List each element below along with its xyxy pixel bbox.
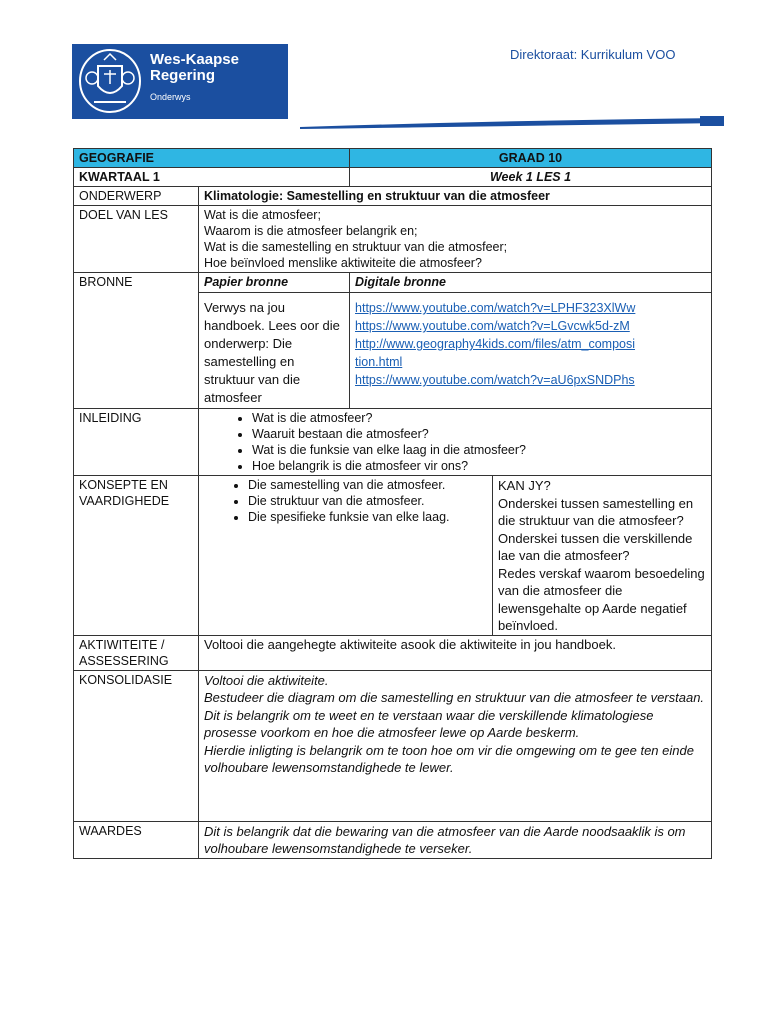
- resource-link-1[interactable]: https://www.youtube.com/watch?v=LPHF323XlWw: [355, 301, 636, 315]
- consolidation-line: Dit is belangrik om te weet en te verstaan waar die verskillende klimatologiese prosesse voorkom en hoe die atmosfeer lewe op Aarde beskerm.: [204, 707, 654, 740]
- header-swoosh-divider: [0, 110, 768, 140]
- topic-value: Klimatologie: Samestelling en struktuur van die atmosfeer: [199, 187, 712, 206]
- consolidation-line: Hierdie inligting is belangrik om te toon hoe om vir die omgewing om te gee ten einde volhoubare lewensomstandighede te lewer.: [204, 742, 694, 775]
- can-you-item: Redes verskaf waarom besoedeling van die atmosfeer die lewensgehalte op Aarde negatief beïnvloed.: [498, 565, 705, 633]
- logo-title-1: Wes-Kaapse: [150, 51, 239, 68]
- activities-value: Voltooi die aangehegte aktiwiteite asook die aktiwiteite in jou handboek.: [199, 635, 712, 670]
- concepts-list: [204, 477, 487, 525]
- subject-cell: GEOGRAFIE: [74, 149, 350, 168]
- consolidation-label: KONSOLIDASIE: [74, 670, 199, 821]
- intro-list: [204, 410, 706, 474]
- grade-cell: GRAAD 10: [350, 149, 712, 168]
- aim-line: Wat is die atmosfeer;: [204, 208, 321, 222]
- can-you-value: [493, 476, 712, 636]
- consolidation-value: [199, 670, 712, 821]
- digital-resources-links: [350, 293, 712, 409]
- term-cell: KWARTAAL 1: [74, 168, 350, 187]
- can-you-heading: KAN JY?: [498, 478, 551, 493]
- aim-line: Waarom is die atmosfeer belangrik en;: [204, 224, 418, 238]
- consolidation-line: Voltooi die aktiwiteite.: [204, 672, 329, 688]
- coat-of-arms-icon: [78, 48, 142, 114]
- directorate-label: Direktoraat: Kurrikulum VOO: [510, 47, 676, 62]
- list-item: • Waaruit bestaan die atmosfeer?: [252, 426, 706, 442]
- concepts-label-line-1: KONSEPTE EN: [79, 478, 168, 492]
- list-item: • Die struktuur van die atmosfeer.: [248, 493, 487, 509]
- activities-label: [74, 635, 199, 670]
- list-item: • Wat is die atmosfeer?: [252, 410, 706, 426]
- values-label: WAARDES: [74, 821, 199, 858]
- week-cell: Week 1 LES 1: [350, 168, 712, 187]
- aim-line: Wat is die samestelling en struktuur van die atmosfeer;: [204, 240, 508, 254]
- aim-line: Hoe beïnvloed menslike aktiwiteite die atmosfeer?: [204, 256, 482, 270]
- values-value: Dit is belangrik dat die bewaring van die atmosfeer van die Aarde noodsaaklik is om volhoubare lewensomstandighede te verseker.: [199, 821, 712, 858]
- list-item: • Wat is die funksie van elke laag in die atmosfeer?: [252, 442, 706, 458]
- concepts-label: [74, 476, 199, 636]
- intro-value: [199, 409, 712, 476]
- logo-title-2: Regering: [150, 67, 216, 84]
- resource-link-2[interactable]: https://www.youtube.com/watch?v=LGvcwk5d-zM: [355, 319, 630, 333]
- consolidation-line: Bestudeer die diagram om die samestelling en struktuur van die atmosfeer te verstaan.: [204, 690, 705, 705]
- lesson-plan-table: [73, 148, 712, 859]
- paper-resources-text: Verwys na jou handboek. Lees oor die onderwerp: Die samestelling en struktuur van die atmosfeer: [199, 293, 350, 409]
- intro-label: INLEIDING: [74, 409, 199, 476]
- resource-link-3[interactable]: http://www.geography4kids.com/files/atm_composi: [355, 337, 636, 351]
- activities-label-line-1: AKTIWITEITE /: [79, 637, 165, 652]
- can-you-item: Onderskei tussen samestelling en die struktuur van die atmosfeer?: [498, 495, 694, 528]
- list-item: • Hoe belangrik is die atmosfeer vir ons?: [252, 458, 706, 474]
- concepts-value: [199, 476, 493, 636]
- resource-link-3-cont[interactable]: tion.html: [355, 355, 403, 369]
- digital-resources-heading: Digitale bronne: [350, 273, 712, 293]
- resources-label: BRONNE: [74, 273, 199, 409]
- aim-value: [199, 206, 712, 273]
- can-you-item: Onderskei tussen die verskillende lae van die atmosfeer?: [498, 530, 693, 563]
- list-item: • Die spesifieke funksie van elke laag.: [248, 509, 487, 525]
- resource-link-4[interactable]: https://www.youtube.com/watch?v=aU6pxSNDPhs: [355, 373, 635, 387]
- aim-label: DOEL VAN LES: [74, 206, 199, 273]
- logo-subtitle: Onderwys: [150, 92, 191, 102]
- activities-label-line-2: ASSESSERING: [79, 653, 169, 668]
- concepts-label-line-2: VAARDIGHEDE: [79, 494, 170, 508]
- paper-resources-heading: Papier bronne: [199, 273, 350, 293]
- list-item: • Die samestelling van die atmosfeer.: [248, 477, 487, 493]
- government-logo: [72, 44, 288, 119]
- topic-label: ONDERWERP: [74, 187, 199, 206]
